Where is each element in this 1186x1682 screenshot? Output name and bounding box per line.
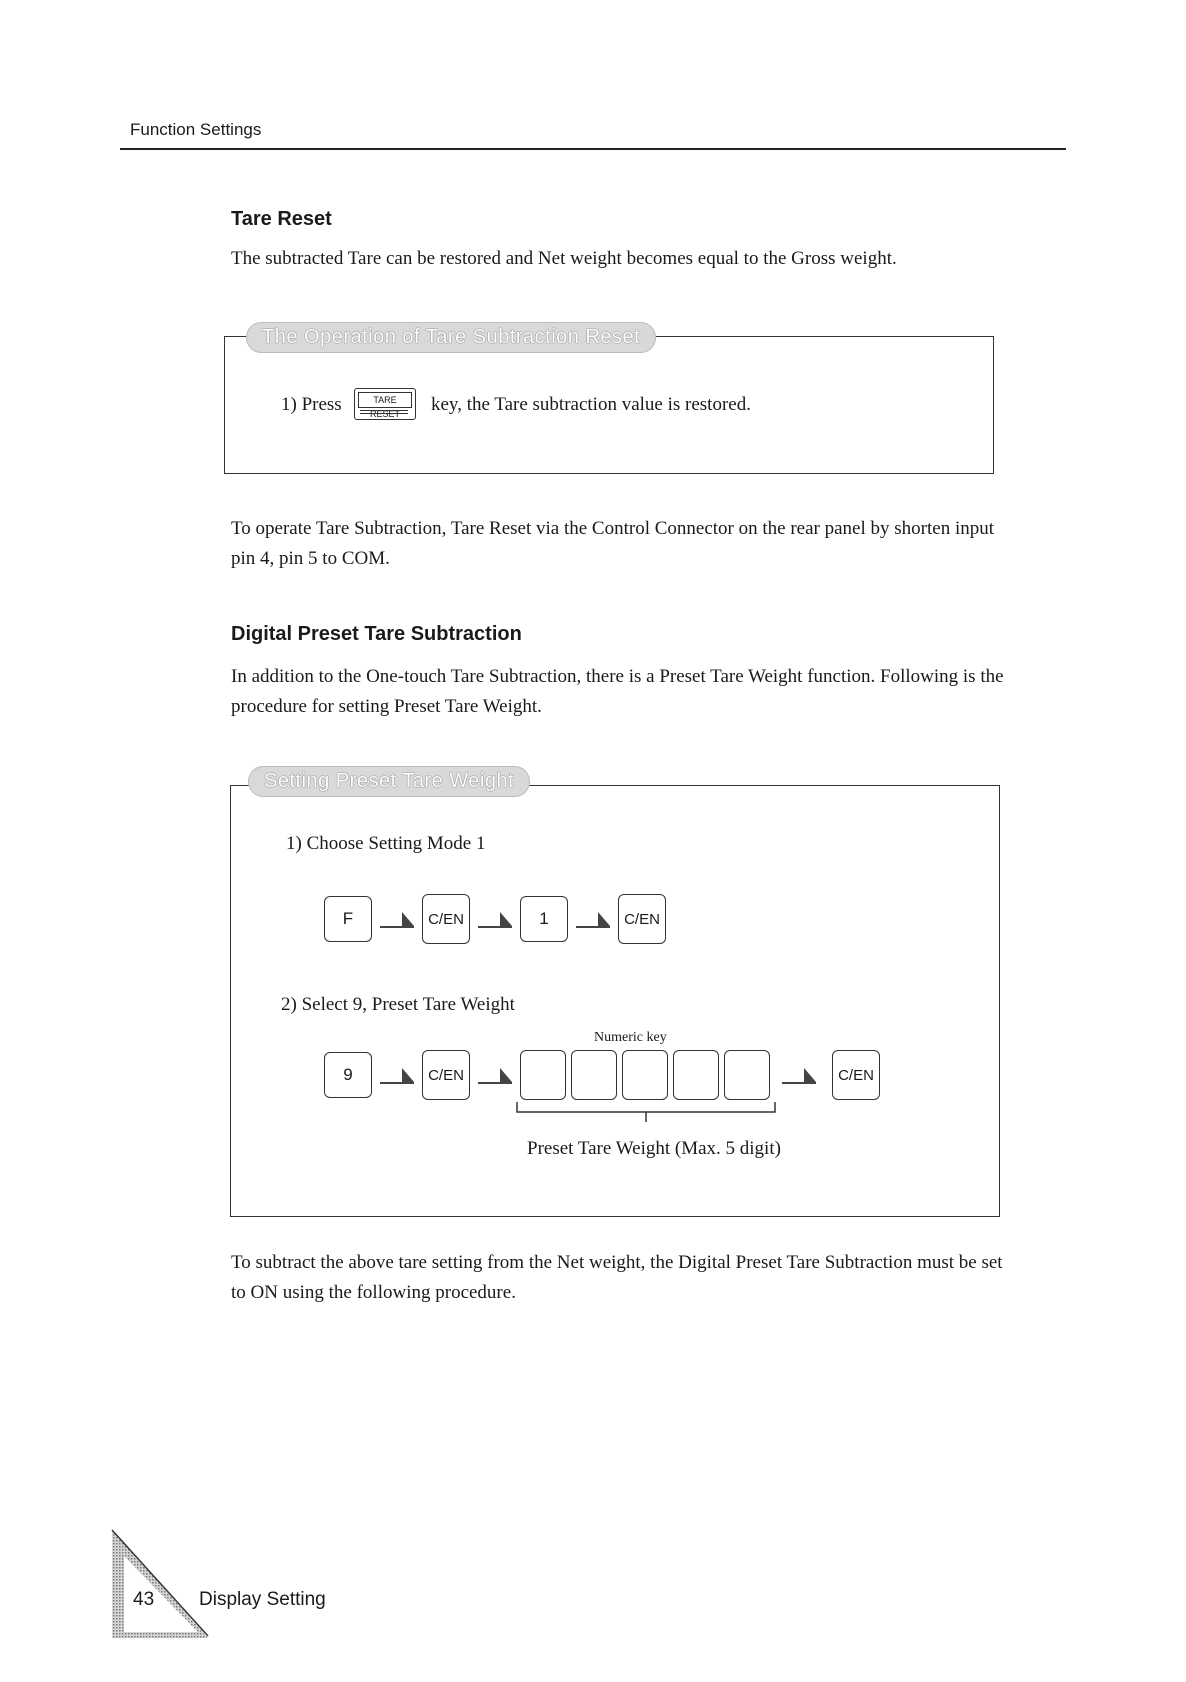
header-rule <box>120 148 1066 150</box>
digital-preset-heading: Digital Preset Tare Subtraction <box>231 623 522 645</box>
page-number: 43 <box>133 1589 155 1610</box>
key-cen: C/EN <box>422 1050 470 1100</box>
key-cen: C/EN <box>422 894 470 944</box>
arrow-icon <box>478 910 514 935</box>
digital-preset-line1: In addition to the One-touch Tare Subtraction, there is a Preset Tare Weight function. Following is the <box>231 666 1004 687</box>
tare-reset-step1-prefix: 1) Press <box>281 394 342 415</box>
footer-section: Display Setting <box>199 1589 326 1610</box>
page-corner-decoration <box>110 1528 210 1645</box>
preset-tare-weight-caption: Preset Tare Weight (Max. 5 digit) <box>527 1138 781 1159</box>
key-cen: C/EN <box>618 894 666 944</box>
key-cen: C/EN <box>832 1050 880 1100</box>
numeric-key-slot-2 <box>571 1050 617 1100</box>
numeric-key-label: Numeric key <box>594 1030 667 1045</box>
key-f: F <box>324 896 372 942</box>
arrow-icon <box>380 910 416 935</box>
closing-line1: To subtract the above tare setting from the Net weight, the Digital Preset Tare Subtraction must be set <box>231 1252 1003 1273</box>
tare-reset-key-label: TARE RESET <box>358 392 412 408</box>
setting-procedure-title: Setting Preset Tare Weight <box>248 766 530 797</box>
bracket-icon <box>516 1102 776 1129</box>
closing-line2: to ON using the following procedure. <box>231 1282 516 1303</box>
running-header: Function Settings <box>130 120 262 139</box>
numeric-key-slot-1 <box>520 1050 566 1100</box>
numeric-key-slot-5 <box>724 1050 770 1100</box>
arrow-icon <box>478 1066 514 1091</box>
tare-reset-procedure-title: The Operation of Tare Subtraction Reset <box>246 322 656 353</box>
control-note-line2: pin 4, pin 5 to COM. <box>231 548 390 569</box>
tare-reset-description: The subtracted Tare can be restored and Net weight becomes equal to the Gross weight. <box>231 248 897 269</box>
numeric-key-slot-4 <box>673 1050 719 1100</box>
arrow-icon <box>576 910 612 935</box>
tare-reset-step1-suffix: key, the Tare subtraction value is restored. <box>431 394 751 415</box>
tare-reset-heading: Tare Reset <box>231 208 332 230</box>
tare-reset-key <box>354 388 418 424</box>
arrow-icon <box>380 1066 416 1091</box>
numeric-key-slot-3 <box>622 1050 668 1100</box>
control-note-line1: To operate Tare Subtraction, Tare Reset via the Control Connector on the rear panel by shorten input <box>231 518 994 539</box>
arrow-icon <box>782 1066 818 1091</box>
key-1: 1 <box>520 896 568 942</box>
digital-preset-line2: procedure for setting Preset Tare Weight. <box>231 696 542 717</box>
setting-step2: 2) Select 9, Preset Tare Weight <box>281 994 515 1015</box>
setting-step1: 1) Choose Setting Mode 1 <box>286 833 486 854</box>
key-9: 9 <box>324 1052 372 1098</box>
